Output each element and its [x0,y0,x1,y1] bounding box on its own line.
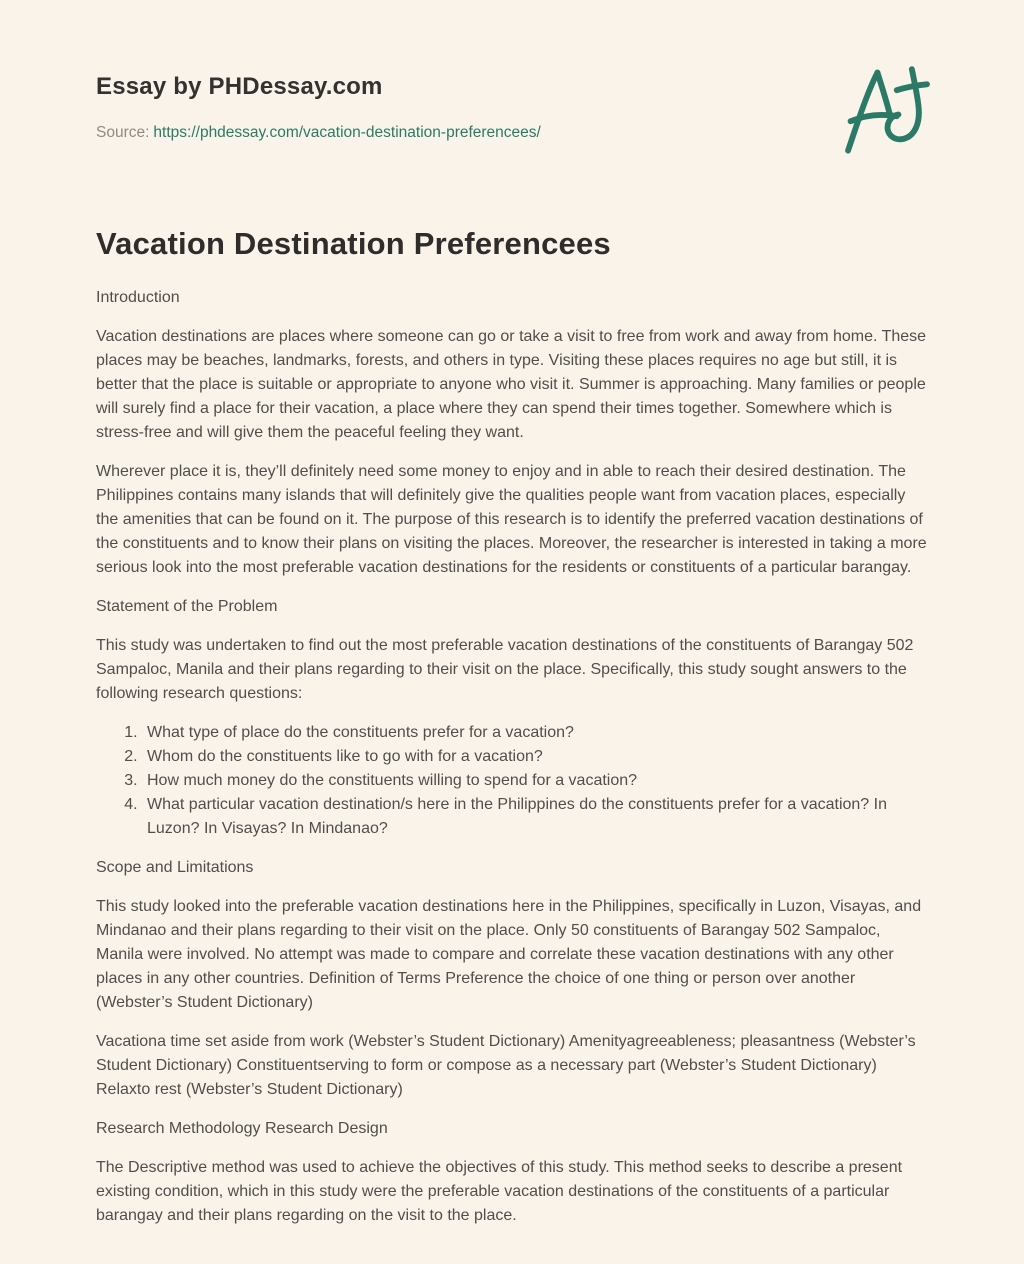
research-question-item: 2. Whom do the constituents like to go with for a vacation? [142,745,928,769]
document-header [96,72,928,144]
research-question-item: 3. How much money do the constituents willing to spend for a vacation? [142,769,928,793]
research-question-item: 4. What particular vacation destination/s here in the Philippines do the constituents prefer for a vacation? In Luzon? In Visayas? In Mindanao? [142,793,928,841]
paragraph-introduction-1: Vacation destinations are places where someone can go or take a visit to free from work and away from home. These places may be beaches, landmarks, forests, and others in type. Visiting these places requires no age but still, it is better that the place is suitable or appropriate to anyone who visit it. Summer is approaching. Many families or people will surely find a place for their vacation, a place where they can spend their times together. Somewhere which is stress-free and will give them the peaceful feeling they want. [96,328,927,441]
source-line [96,122,928,144]
phdessay-logo [838,62,932,162]
essay-title: Vacation Destination Preferencees [96,226,611,261]
section-heading-statement-of-problem: Statement of the Problem [96,598,278,615]
a-plus-logo-icon [838,62,932,162]
source-link[interactable]: https://phdessay.com/vacation-destination-preferencees/ [153,124,541,141]
paragraph-statement-of-problem: This study was undertaken to find out the most preferable vacation destinations of the constituents of Barangay 502 Sampaloc, Manila and their plans regarding to their visit on the place. Specifically, this study sought answers to the following research questions: [96,637,914,702]
section-heading-introduction: Introduction [96,289,180,306]
research-question-item: 1. What type of place do the constituents prefer for a vacation? [142,721,928,745]
paragraph-research-methodology: The Descriptive method was used to achieve the objectives of this study. This method seeks to describe a present existing condition, which in this study were the preferable vacation destinations of the constituents of a particular barangay and their plans regarding on the visit to the place. [96,1159,903,1224]
paragraph-definition-of-terms: Vacationa time set aside from work (Webster’s Student Dictionary) Amenityagreeableness; pleasantness (Webster’s Student Dictionary) Constituentserving to form or compose as a necessary part (Webster’s Student Dictionary) Relaxto rest (Webster’s Student Dictionary) [96,1033,916,1098]
paragraph-scope-limitations: This study looked into the preferable vacation destinations here in the Philippines, specifically in Luzon, Visayas, and Mindanao and their plans regarding to their visit on the place. Only 50 constituents of Barangay 502 Sampaloc, Manila were involved. No attempt was made to compare and correlate these vacation destinations with any other places in any other countries. Definition of Terms Preference the choice of one thing or person over another (Webster’s Student Dictionary) [96,898,922,1011]
section-heading-research-methodology: Research Methodology Research Design [96,1120,388,1137]
research-questions-list [96,721,928,841]
section-heading-scope-limitations: Scope and Limitations [96,859,254,876]
essay-byline: Essay by PHDessay.com [96,73,383,100]
essay-content [96,224,928,1228]
paragraph-introduction-2: Wherever place it is, they’ll definitely need some money to enjoy and in able to reach their desired destination. The Philippines contains many islands that will definitely give the qualities people want from vacation places, especially the amenities that can be found on it. The purpose of this research is to identify the preferred vacation destinations of the constituents and to know their plans on visiting the places. Moreover, the researcher is interested in taking a more serious look into the most preferable vacation destinations for the residents or constituents of a particular barangay. [96,463,927,576]
source-label: Source: [96,124,150,141]
